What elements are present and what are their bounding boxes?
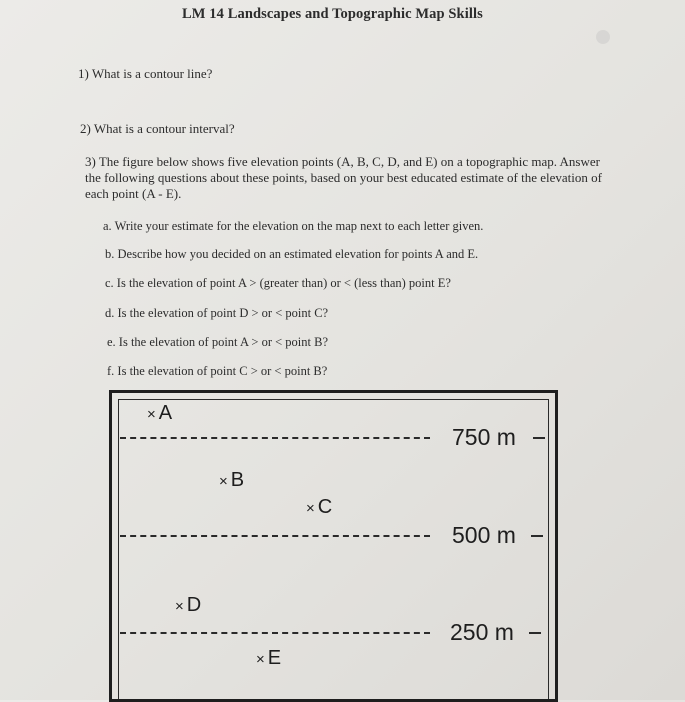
contour-500-end-tick bbox=[531, 535, 543, 537]
page-title: LM 14 Landscapes and Topographic Map Skills bbox=[182, 6, 483, 22]
contour-line-750 bbox=[120, 437, 430, 439]
point-e-marker: × bbox=[256, 651, 265, 668]
subquestion-d: d. Is the elevation of point D > or < point C? bbox=[105, 306, 329, 320]
contour-line-500 bbox=[120, 535, 430, 537]
elevation-point-a bbox=[147, 402, 172, 425]
point-d-marker: × bbox=[175, 598, 184, 615]
point-c-label: C bbox=[317, 496, 333, 518]
question-2: 2) What is a contour interval? bbox=[80, 121, 235, 136]
subquestion-a: a. Write your estimate for the elevation on the map next to each letter given. bbox=[103, 219, 484, 233]
question-3: 3) The figure below shows five elevation points (A, B, C, D, and E) on a topographic map. Answer the following questions about these points, based on your best educated estimate of the elevation of each point (A - E). bbox=[85, 154, 602, 201]
paper-smudge bbox=[596, 30, 610, 44]
contour-label-500: 500 m bbox=[452, 522, 516, 548]
elevation-point-b bbox=[219, 469, 244, 492]
point-b-marker: × bbox=[219, 473, 228, 490]
question-1: 1) What is a contour line? bbox=[78, 66, 213, 81]
point-e-label: E bbox=[267, 647, 282, 669]
contour-label-250: 250 m bbox=[450, 619, 514, 645]
point-a-label: A bbox=[158, 402, 173, 424]
subquestion-e: e. Is the elevation of point A > or < point B? bbox=[107, 335, 329, 349]
contour-line-250 bbox=[120, 632, 430, 634]
point-a-marker: × bbox=[147, 406, 156, 423]
subquestion-c: c. Is the elevation of point A > (greater than) or < (less than) point E? bbox=[105, 276, 451, 290]
subquestion-b: b. Describe how you decided on an estimated elevation for points A and E. bbox=[105, 247, 479, 261]
contour-250-end-tick bbox=[529, 632, 541, 634]
elevation-point-d bbox=[175, 594, 201, 617]
elevation-point-c bbox=[306, 496, 332, 519]
contour-label-750: 750 m bbox=[452, 424, 516, 450]
elevation-point-e bbox=[256, 647, 281, 670]
point-b-label: B bbox=[230, 469, 245, 491]
contour-750-end-tick bbox=[533, 437, 545, 439]
point-d-label: D bbox=[186, 594, 202, 616]
point-c-marker: × bbox=[306, 500, 315, 517]
subquestion-f: f. Is the elevation of point C > or < point B? bbox=[107, 364, 328, 378]
